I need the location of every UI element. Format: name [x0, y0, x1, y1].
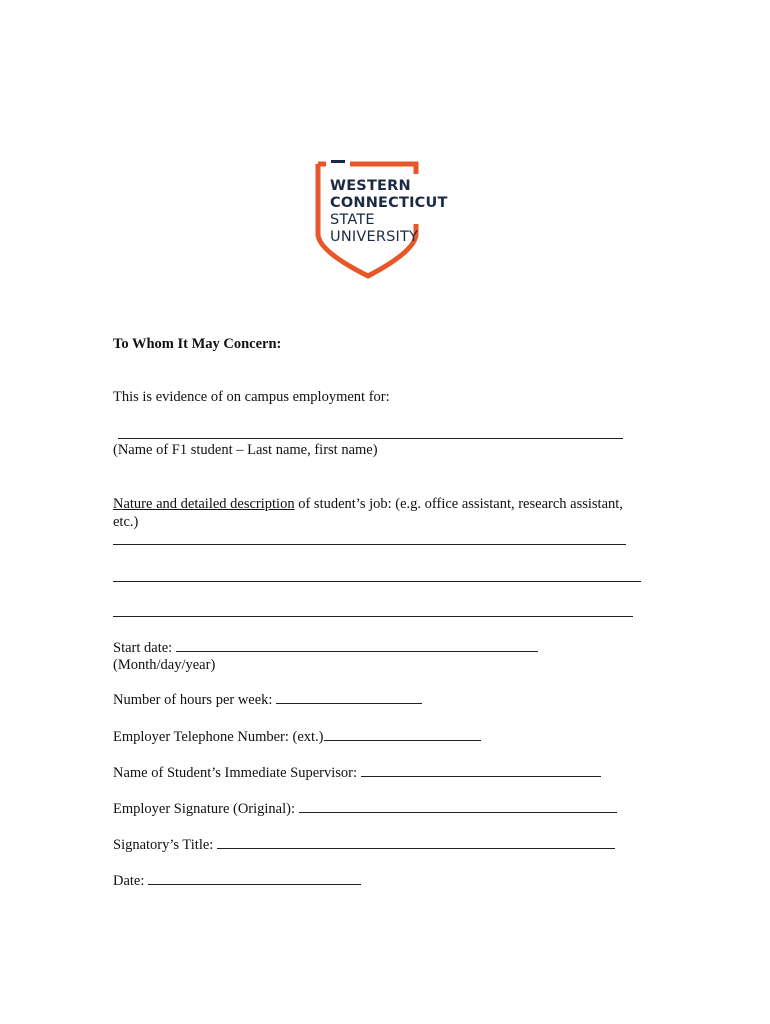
job-description-rest: of student’s job: (e.g. office assistant, research assistant, — [294, 496, 623, 512]
hours-field[interactable] — [276, 691, 422, 704]
hours-label: Number of hours per week: — [113, 692, 273, 708]
date-field[interactable] — [148, 872, 361, 885]
signature-label: Employer Signature (Original): — [113, 801, 296, 817]
job-description-cont: etc.) — [113, 514, 139, 530]
university-logo — [314, 160, 464, 282]
student-name-field[interactable] — [118, 438, 623, 439]
start-date-row — [113, 639, 538, 657]
title-label: Signatory’s Title: — [113, 837, 214, 853]
start-date-field[interactable] — [176, 639, 538, 652]
job-description-underlined: Nature and detailed description — [113, 496, 295, 512]
student-name-caption: (Name of F1 student – Last name, first name) — [113, 442, 378, 458]
supervisor-row — [113, 764, 601, 782]
logo-line-western: WESTERN — [330, 178, 411, 194]
logo-line-state: STATE — [330, 212, 375, 228]
job-description-label — [113, 496, 623, 513]
phone-row — [113, 728, 481, 746]
job-description-line-1[interactable] — [113, 544, 626, 545]
logo-line-university: UNIVERSITY — [330, 229, 419, 245]
date-label: Date: — [113, 873, 145, 889]
phone-label: Employer Telephone Number: (ext.) — [113, 729, 324, 745]
intro-text: This is evidence of on campus employment for: — [113, 389, 390, 405]
supervisor-label: Name of Student’s Immediate Supervisor: — [113, 765, 358, 781]
logo-wordmark — [330, 178, 448, 246]
logo-line-connecticut: CONNECTICUT — [330, 195, 448, 211]
start-date-label: Start date: — [113, 640, 173, 656]
hours-row — [113, 691, 422, 709]
title-row — [113, 836, 615, 854]
supervisor-field[interactable] — [361, 764, 601, 777]
phone-field[interactable] — [324, 728, 481, 741]
salutation: To Whom It May Concern: — [113, 336, 282, 352]
signature-row — [113, 800, 617, 818]
job-description-line-2[interactable] — [113, 581, 641, 582]
title-field[interactable] — [217, 836, 615, 849]
signature-field[interactable] — [299, 800, 617, 813]
job-description-line-3[interactable] — [113, 616, 633, 617]
start-date-caption: (Month/day/year) — [113, 657, 216, 673]
date-row — [113, 872, 361, 890]
